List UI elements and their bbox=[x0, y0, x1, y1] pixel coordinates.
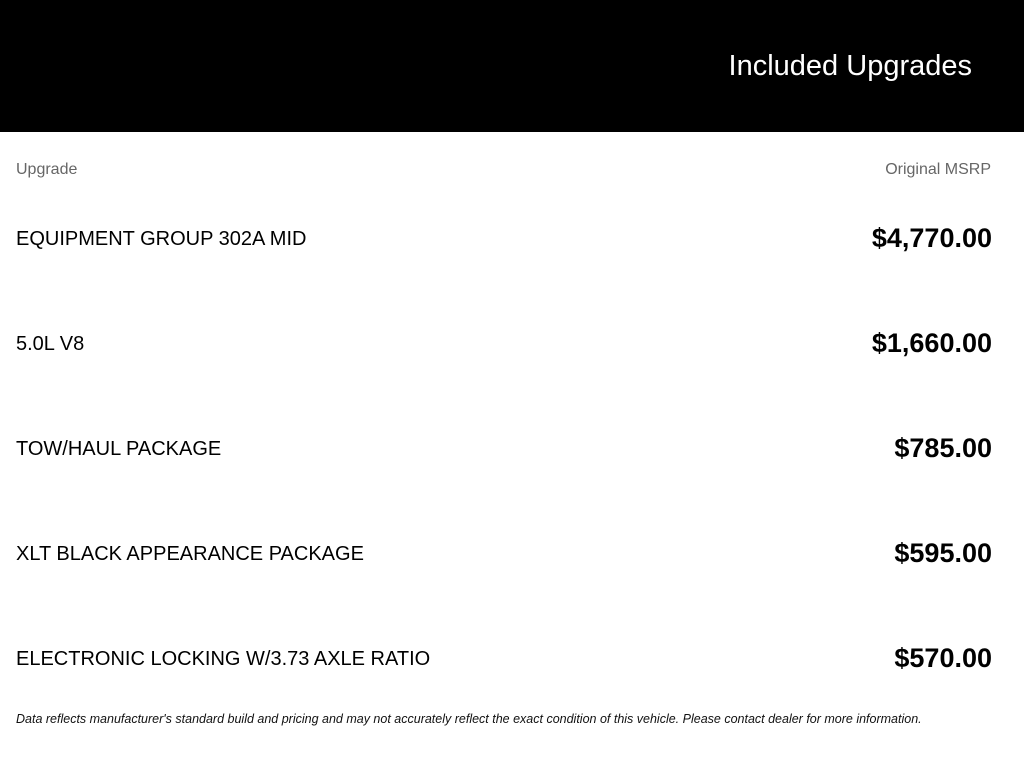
upgrade-name: XLT BLACK APPEARANCE PACKAGE bbox=[16, 543, 364, 565]
upgrade-name: ELECTRONIC LOCKING W/3.73 AXLE RATIO bbox=[16, 648, 431, 670]
column-header-original-msrp: Original MSRP bbox=[885, 161, 991, 178]
header-banner bbox=[0, 0, 1024, 132]
disclaimer-footnote: Data reflects manufacturer's standard build and pricing and may not accurately reflect the exact condition of this vehicle. Please contact dealer for more information. bbox=[16, 712, 922, 726]
column-header-upgrade: Upgrade bbox=[16, 161, 78, 178]
upgrade-price: $1,660.00 bbox=[871, 328, 992, 358]
list-item bbox=[16, 533, 992, 573]
upgrade-price: $595.00 bbox=[894, 538, 992, 568]
list-item bbox=[16, 323, 992, 363]
upgrade-name: TOW/HAUL PACKAGE bbox=[16, 438, 222, 460]
upgrade-price: $570.00 bbox=[894, 643, 992, 673]
upgrade-name: 5.0L V8 bbox=[16, 333, 85, 355]
list-item bbox=[16, 218, 992, 258]
upgrade-price: $785.00 bbox=[894, 433, 992, 463]
list-item bbox=[16, 638, 992, 678]
page-title: Included Upgrades bbox=[728, 50, 972, 82]
upgrade-price: $4,770.00 bbox=[871, 223, 992, 253]
upgrade-name: EQUIPMENT GROUP 302A MID bbox=[16, 228, 307, 250]
list-item bbox=[16, 428, 992, 468]
